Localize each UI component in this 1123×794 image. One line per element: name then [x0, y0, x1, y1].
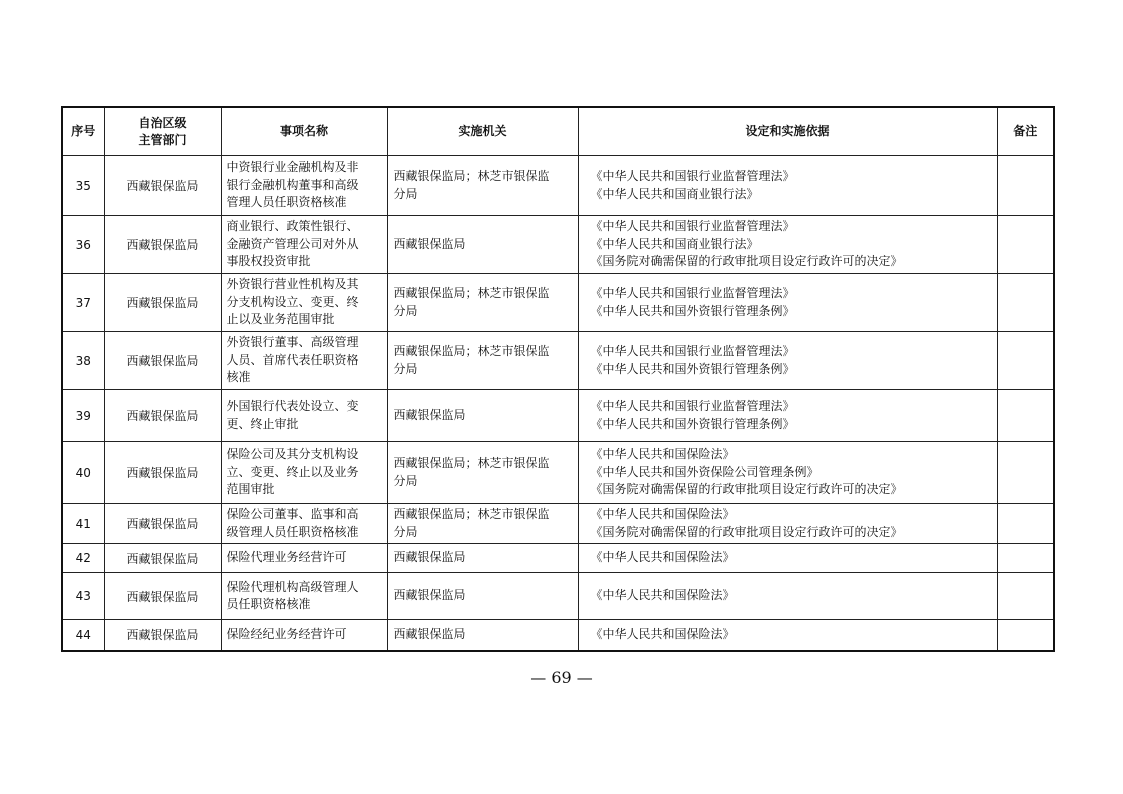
- table-row: [62, 274, 1054, 332]
- header-name: 事项名称: [221, 107, 387, 156]
- table-row: [62, 390, 1054, 442]
- cell-org: 西藏银保监局: [387, 390, 578, 442]
- cell-dept: 西藏银保监局: [104, 620, 221, 651]
- cell-dept: 西藏银保监局: [104, 442, 221, 504]
- cell-dept: 西藏银保监局: [104, 332, 221, 390]
- header-basis: 设定和实施依据: [578, 107, 997, 156]
- cell-name: 中资银行业金融机构及非 银行金融机构董事和高级 管理人员任职资格核准: [221, 156, 387, 216]
- cell-remark: [997, 442, 1054, 504]
- cell-dept: 西藏银保监局: [104, 573, 221, 620]
- cell-basis: 《中华人民共和国银行业监督管理法》 《中华人民共和国商业银行法》 《国务院对确需保留的行政审批项目设定行政许可的决定》: [578, 216, 997, 274]
- cell-name: 保险公司及其分支机构设 立、变更、终止以及业务 范围审批: [221, 442, 387, 504]
- cell-org: 西藏银保监局；林芝市银保监 分局: [387, 156, 578, 216]
- cell-remark: [997, 390, 1054, 442]
- cell-remark: [997, 274, 1054, 332]
- cell-basis: 《中华人民共和国保险法》: [578, 620, 997, 651]
- table-row: [62, 156, 1054, 216]
- cell-dept: 西藏银保监局: [104, 216, 221, 274]
- header-dept: 自治区级 主管部门: [104, 107, 221, 156]
- cell-basis: 《中华人民共和国保险法》 《中华人民共和国外资保险公司管理条例》 《国务院对确需保留的行政审批项目设定行政许可的决定》: [578, 442, 997, 504]
- cell-basis: 《中华人民共和国银行业监督管理法》 《中华人民共和国外资银行管理条例》: [578, 332, 997, 390]
- table-row: [62, 332, 1054, 390]
- cell-no: 38: [62, 332, 104, 390]
- cell-dept: 西藏银保监局: [104, 544, 221, 573]
- cell-basis: 《中华人民共和国银行业监督管理法》 《中华人民共和国外资银行管理条例》: [578, 390, 997, 442]
- table-row: [62, 442, 1054, 504]
- cell-no: 37: [62, 274, 104, 332]
- cell-no: 40: [62, 442, 104, 504]
- cell-remark: [997, 504, 1054, 544]
- cell-name: 外资银行董事、高级管理 人员、首席代表任职资格 核准: [221, 332, 387, 390]
- cell-dept: 西藏银保监局: [104, 504, 221, 544]
- cell-org: 西藏银保监局: [387, 573, 578, 620]
- table-row: [62, 504, 1054, 544]
- cell-dept: 西藏银保监局: [104, 274, 221, 332]
- cell-remark: [997, 156, 1054, 216]
- cell-basis: 《中华人民共和国银行业监督管理法》 《中华人民共和国商业银行法》: [578, 156, 997, 216]
- cell-basis: 《中华人民共和国保险法》: [578, 573, 997, 620]
- cell-no: 41: [62, 504, 104, 544]
- items-table: [61, 106, 1055, 652]
- header-remark: 备注: [997, 107, 1054, 156]
- table-row: [62, 216, 1054, 274]
- cell-dept: 西藏银保监局: [104, 156, 221, 216]
- cell-basis: 《中华人民共和国银行业监督管理法》 《中华人民共和国外资银行管理条例》: [578, 274, 997, 332]
- cell-no: 43: [62, 573, 104, 620]
- cell-org: 西藏银保监局: [387, 620, 578, 651]
- header-row: [62, 107, 1054, 156]
- cell-org: 西藏银保监局；林芝市银保监 分局: [387, 504, 578, 544]
- cell-no: 42: [62, 544, 104, 573]
- page-number: — 69 —: [530, 668, 593, 687]
- cell-dept: 西藏银保监局: [104, 390, 221, 442]
- cell-basis: 《中华人民共和国保险法》 《国务院对确需保留的行政审批项目设定行政许可的决定》: [578, 504, 997, 544]
- cell-remark: [997, 216, 1054, 274]
- cell-name: 外国银行代表处设立、变 更、终止审批: [221, 390, 387, 442]
- cell-org: 西藏银保监局: [387, 216, 578, 274]
- cell-name: 保险代理机构高级管理人 员任职资格核准: [221, 573, 387, 620]
- header-org: 实施机关: [387, 107, 578, 156]
- cell-name: 保险公司董事、监事和高 级管理人员任职资格核准: [221, 504, 387, 544]
- cell-remark: [997, 332, 1054, 390]
- cell-no: 35: [62, 156, 104, 216]
- cell-name: 保险经纪业务经营许可: [221, 620, 387, 651]
- cell-basis: 《中华人民共和国保险法》: [578, 544, 997, 573]
- cell-org: 西藏银保监局；林芝市银保监 分局: [387, 332, 578, 390]
- table-row: [62, 620, 1054, 651]
- cell-remark: [997, 544, 1054, 573]
- table-row: [62, 544, 1054, 573]
- cell-no: 39: [62, 390, 104, 442]
- cell-org: 西藏银保监局；林芝市银保监 分局: [387, 274, 578, 332]
- cell-remark: [997, 620, 1054, 651]
- cell-no: 44: [62, 620, 104, 651]
- cell-name: 商业银行、政策性银行、 金融资产管理公司对外从 事股权投资审批: [221, 216, 387, 274]
- header-no: 序号: [62, 107, 104, 156]
- cell-remark: [997, 573, 1054, 620]
- cell-name: 外资银行营业性机构及其 分支机构设立、变更、终 止以及业务范围审批: [221, 274, 387, 332]
- cell-org: 西藏银保监局: [387, 544, 578, 573]
- cell-no: 36: [62, 216, 104, 274]
- table-row: [62, 573, 1054, 620]
- cell-name: 保险代理业务经营许可: [221, 544, 387, 573]
- cell-org: 西藏银保监局；林芝市银保监 分局: [387, 442, 578, 504]
